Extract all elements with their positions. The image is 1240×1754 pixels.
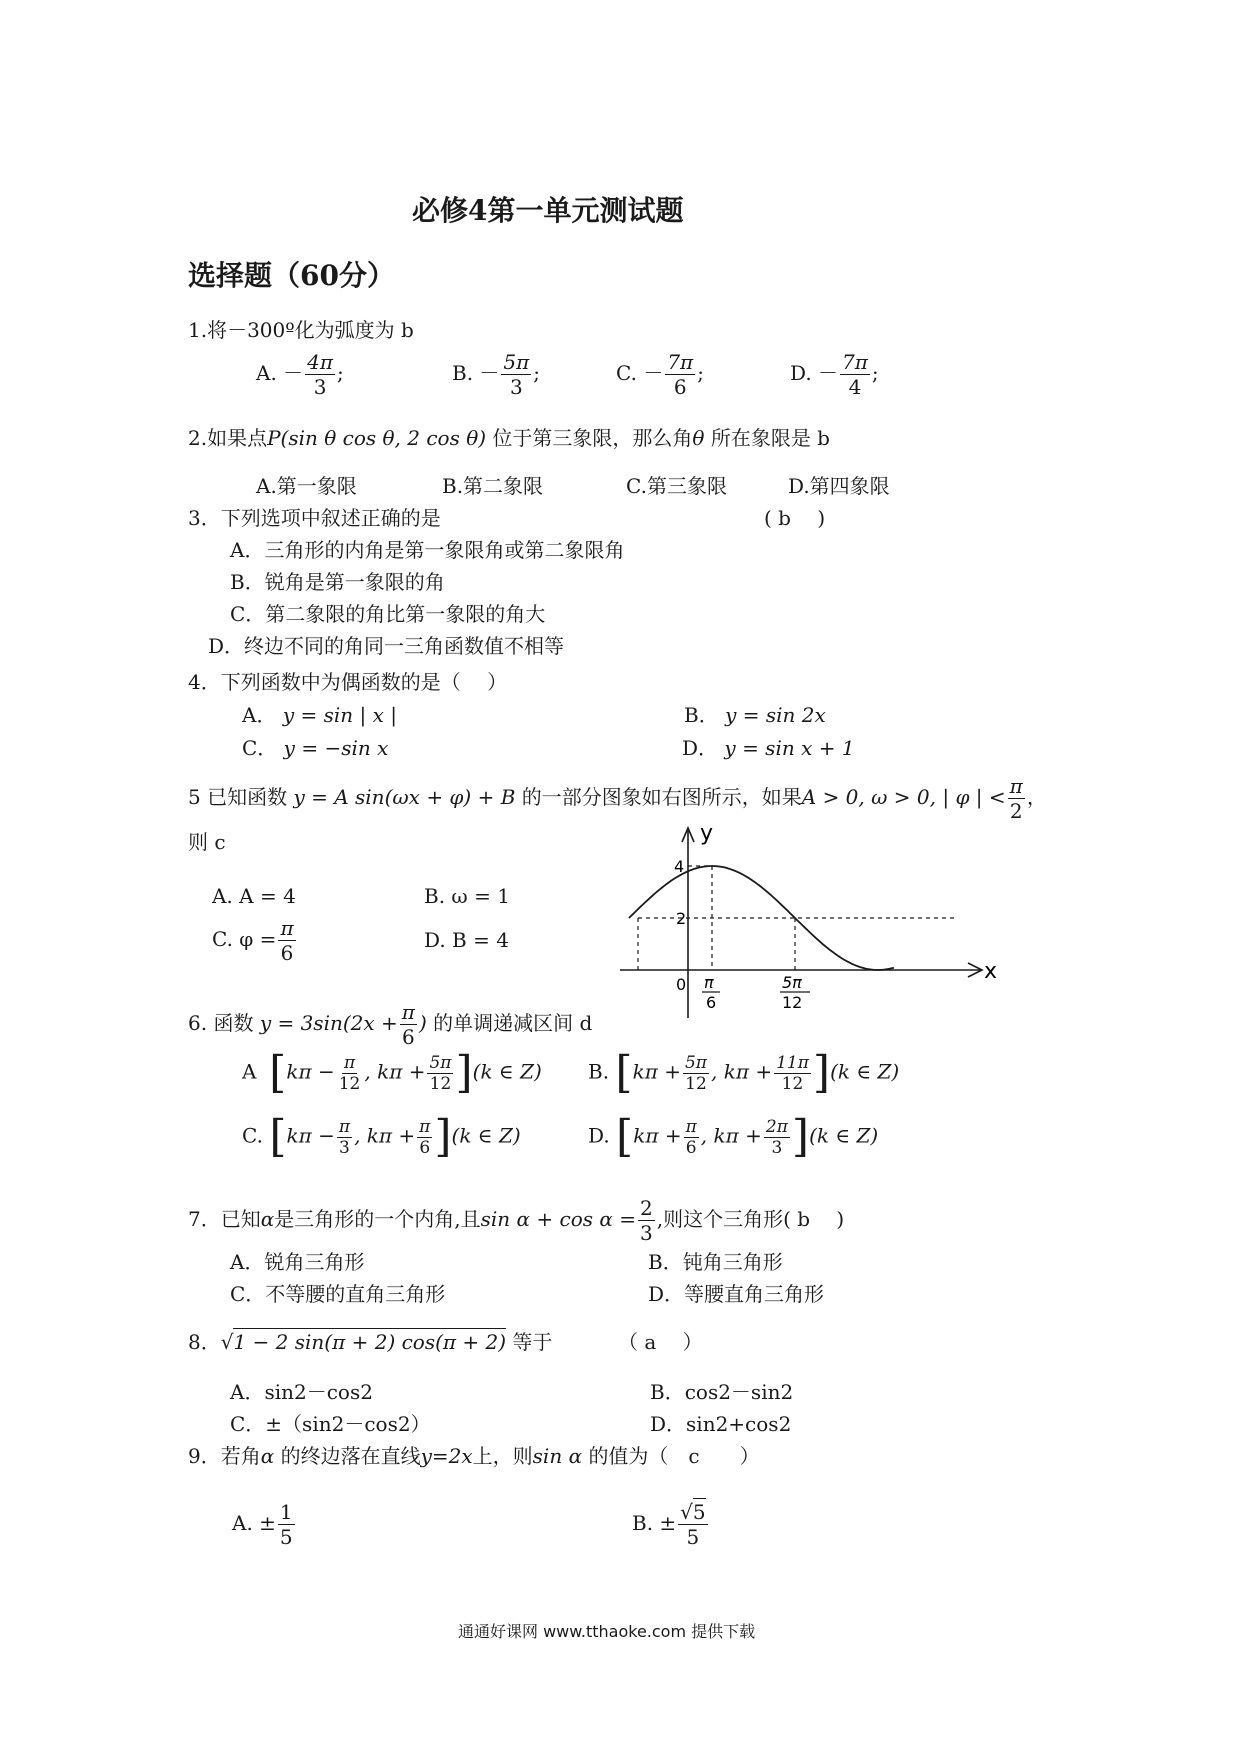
- q7-option-b: B．钝角三角形: [648, 1250, 783, 1274]
- q6-option-b: B. [kπ + $\frac{5\pi}{12}$ , kπ + $\frac{11\pi}{12}$ ](k ∈ Z): [588, 1047, 900, 1098]
- x-tick-pi6-den: 6: [706, 993, 717, 1012]
- section-heading: 选择题（60分）: [188, 259, 395, 292]
- q6-option-d: D. [kπ + $\frac{\pi}{6}$ , kπ + $\frac{2\pi}{3}$ ](k ∈ Z): [588, 1111, 879, 1162]
- question-6-stem: 6. 函数 y = 3sin(2x + $\frac{\pi}{6}$ ) 的单调递减区间 d: [188, 1000, 593, 1049]
- origin-label: 0: [676, 975, 687, 994]
- q1-option-b: B. － $\frac{5\pi}{3}$ ;: [452, 350, 541, 399]
- x-label: x: [984, 959, 998, 984]
- q7-option-a: A．锐角三角形: [230, 1250, 365, 1274]
- x-tick-5pi12-den: 12: [782, 993, 803, 1012]
- page-title: 必修4第一单元测试题: [412, 194, 684, 227]
- q6-option-a: A [kπ − $\frac{\pi}{12}$ , kπ + $\frac{5\pi}{12}$ ](k ∈ Z): [242, 1047, 542, 1098]
- x-tick-5pi12-num: 5π: [782, 973, 802, 992]
- q7-option-d: D．等腰直角三角形: [648, 1282, 825, 1306]
- q5-option-d: D. B = 4: [424, 928, 509, 952]
- q2-option-a: A.第一象限: [256, 474, 357, 498]
- q4-option-d: D． y = sin x + 1: [682, 736, 855, 760]
- q3-option-d: D．终边不同的角同一三角函数值不相等: [208, 634, 565, 658]
- q9-option-b: B. ± $\frac{√5}{5}$: [632, 1500, 706, 1549]
- q6-option-c: C. [kπ − $\frac{\pi}{3}$ , kπ + $\frac{\pi}{6}$ ](k ∈ Z): [242, 1111, 521, 1162]
- question-3-stem: 3．下列选项中叙述正确的是: [188, 506, 441, 530]
- tick-2: 2: [676, 909, 687, 928]
- q1-option-c: C. － $\frac{7\pi}{6}$ ;: [616, 350, 704, 399]
- question-8-answer: （ a ）: [618, 1330, 703, 1354]
- q2-option-d: D.第四象限: [788, 474, 890, 498]
- q2-option-c: C.第三象限: [626, 474, 727, 498]
- q1-option-a: A. － $\frac{4\pi}{3}$ ;: [256, 350, 344, 399]
- q8-option-c: C．±（sin2－cos2）: [230, 1412, 431, 1436]
- question-5-stem: 5 已知函数 y = A sin(ωx + φ) + B 的一部分图象如右图所示，如果A > 0, ω > 0, | φ | < $\frac{\pi}{2}$ ，: [188, 774, 1047, 823]
- q8-option-a: A．sin2－cos2: [230, 1380, 373, 1404]
- question-1-stem: 1.将－300º化为弧度为 b: [188, 318, 414, 342]
- q4-option-b: B． y = sin 2x: [684, 703, 826, 727]
- q5-option-a: A. A = 4: [212, 884, 296, 908]
- question-2-stem: 2.如果点P(sin θ cos θ, 2 cos θ) 位于第三象限，那么角θ 所在象限是 b: [188, 426, 830, 450]
- q3-option-a: A．三角形的内角是第一象限角或第二象限角: [230, 538, 625, 562]
- y-label: y: [700, 821, 714, 846]
- question-5-answer: 则 c: [188, 830, 226, 854]
- q1-option-d: D. － $\frac{7\pi}{4}$ ;: [790, 350, 879, 399]
- q3-option-c: C．第二象限的角比第一象限的角大: [230, 602, 546, 626]
- q8-option-b: B．cos2－sin2: [650, 1380, 794, 1404]
- footer-credit: 通通好课网 www.tthaoke.com 提供下载: [458, 1622, 756, 1641]
- q5-option-b: B. ω = 1: [424, 884, 510, 908]
- question-7-stem: 7．已知α是三角形的一个内角,且sin α + cos α = $\frac{2}{3}$ ,则这个三角形( b ): [188, 1196, 845, 1245]
- question-4-stem: 4．下列函数中为偶函数的是（ ）: [188, 670, 508, 694]
- q9-option-a: A. ± $\frac{1}{5}$: [232, 1500, 293, 1549]
- q3-option-b: B．锐角是第一象限的角: [230, 570, 445, 594]
- x-tick-pi6-num: π: [704, 973, 714, 992]
- sine-graph: [600, 818, 1020, 1028]
- q4-option-c: C． y = −sin x: [242, 736, 389, 760]
- question-3-answer: ( b ): [764, 506, 826, 530]
- q8-option-d: D．sin2+cos2: [650, 1412, 792, 1436]
- tick-4: 4: [674, 857, 685, 876]
- q2-option-b: B.第二象限: [442, 474, 544, 498]
- q5-option-c: C. φ = $\frac{\pi}{6}$: [212, 916, 294, 965]
- q7-option-c: C．不等腰的直角三角形: [230, 1282, 446, 1306]
- sqrt-sign: √: [220, 1330, 234, 1354]
- q4-option-a: A． y = sin | x |: [242, 703, 397, 727]
- question-8-stem: 8．√1 − 2 sin(π + 2) cos(π + 2) 等于: [188, 1330, 553, 1354]
- question-9-stem: 9．若角α 的终边落在直线y=2x上，则sin α 的值为（ c ）: [188, 1444, 760, 1468]
